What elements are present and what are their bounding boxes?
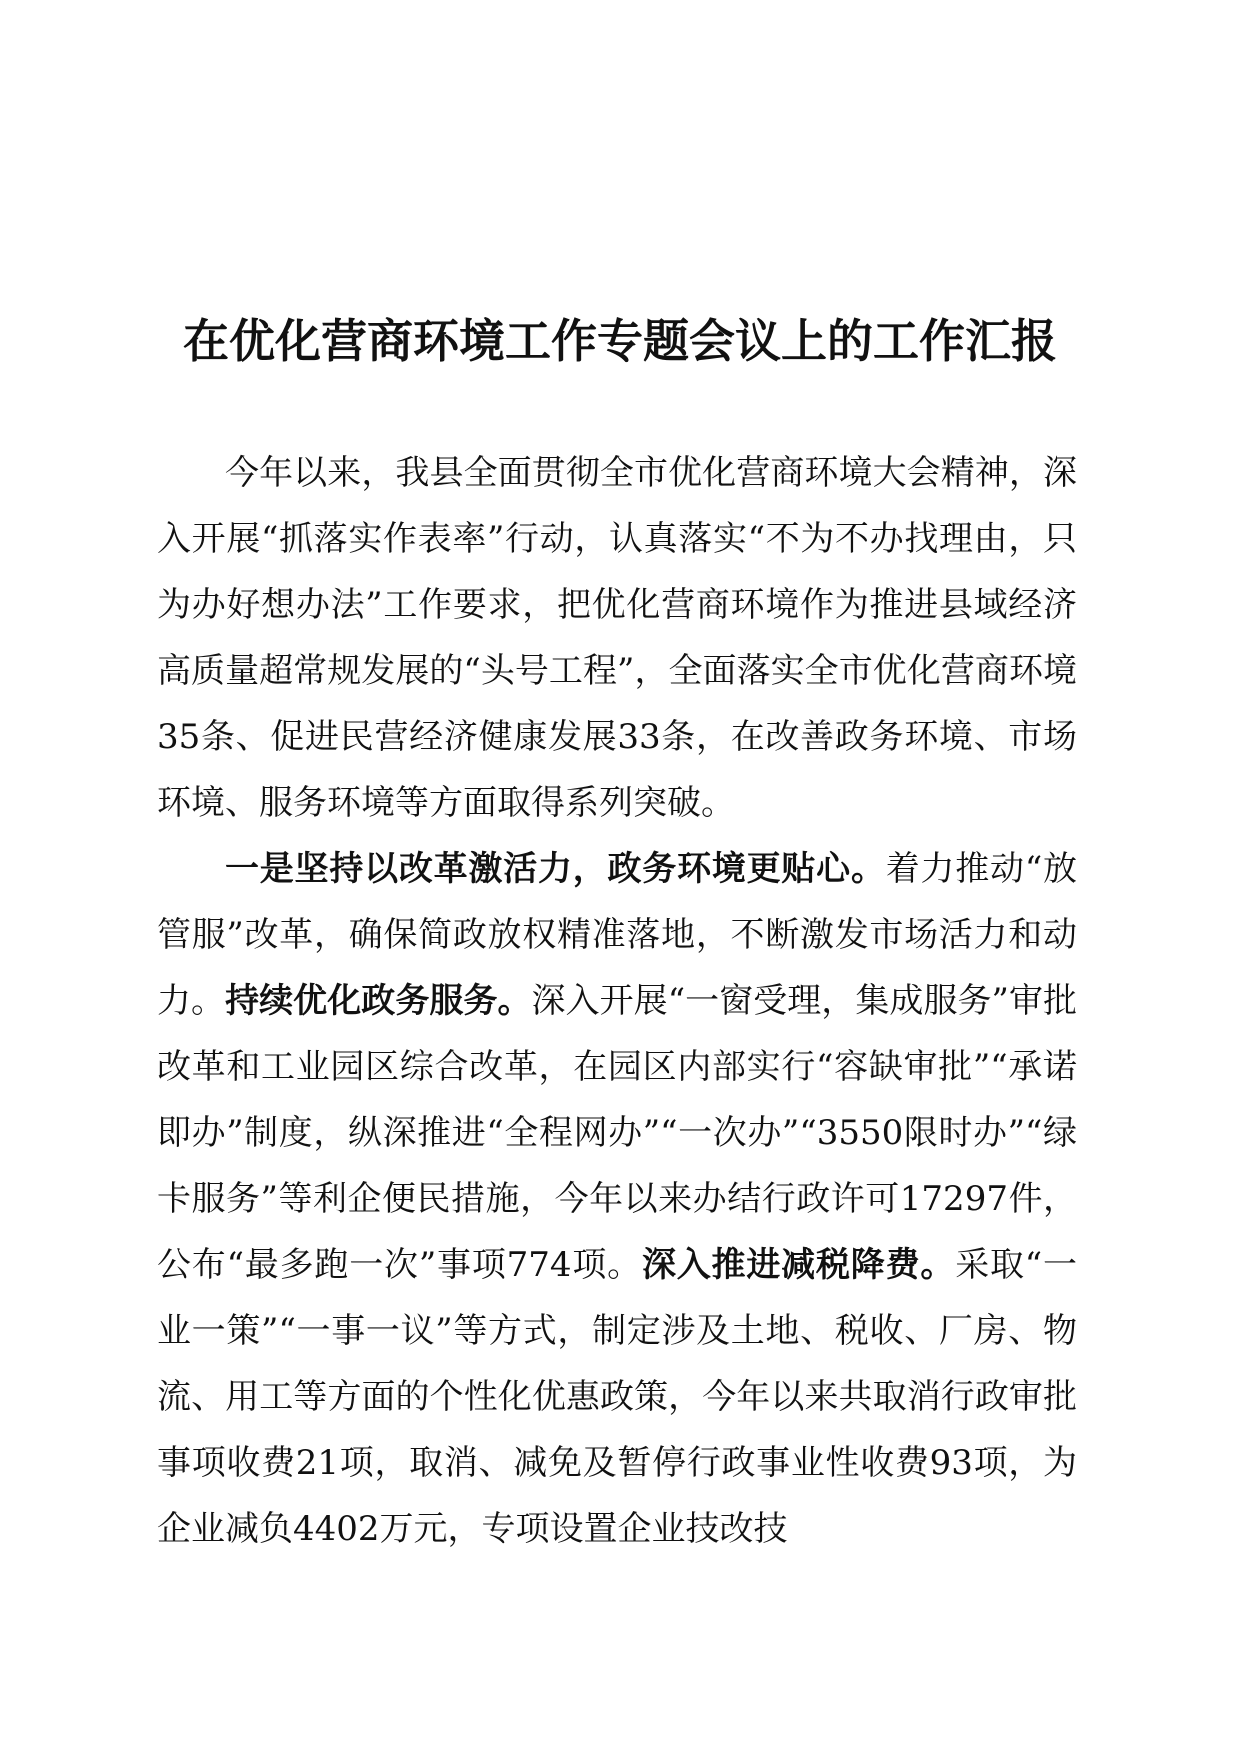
- document-body: [157, 440, 1077, 1562]
- government-services-text: 深入开展“一窗受理，集成服务”审批改革和工业园区综合改革，在园区内部实行“容缺审批”“承诺即办”制度，纵深推进“全程网办”“一次办”“3550限时办”“绿卡服务”等利企便民措施，今年以来办结行政许可17297件，公布“最多跑一次”事项774项。: [157, 981, 1078, 1285]
- document-title: 在优化营商环境工作专题会议上的工作汇报: [183, 314, 1057, 368]
- intro-text: 今年以来，我县全面贯彻全市优化营商环境大会精神，深入开展“抓落实作表率”行动，认真落实“不为不办找理由，只为办好想办法”工作要求，把优化营商环境作为推进县域经济高质量超常规发展的“头号工程”，全面落实全市优化营商环境35条、促进民营经济健康发展33条，在改善政务环境、市场环境、服务环境等方面取得系列突破。: [157, 453, 1077, 823]
- paragraph-reform: [157, 836, 1077, 1562]
- reform-text: 着力推动“放管服”改革，确保简政放权精准落地，不断激发市场活力和动力。: [157, 849, 1077, 1021]
- section-heading-reform: 一是坚持以改革激活力，政务环境更贴心。: [225, 849, 886, 889]
- tax-fee-reduction-text: 采取“一业一策”“一事一议”等方式，制定涉及土地、税收、厂房、物流、用工等方面的个性化优惠政策，今年以来共取消行政审批事项收费21项，取消、减免及暂停行政事业性收费93项，为企业减负4402万元，专项设置企业技改技: [157, 1245, 1077, 1549]
- paragraph-intro: [157, 440, 1077, 836]
- subheading-government-services: 持续优化政务服务。: [225, 981, 532, 1021]
- subheading-tax-fee-reduction: 深入推进减税降费。: [641, 1245, 956, 1285]
